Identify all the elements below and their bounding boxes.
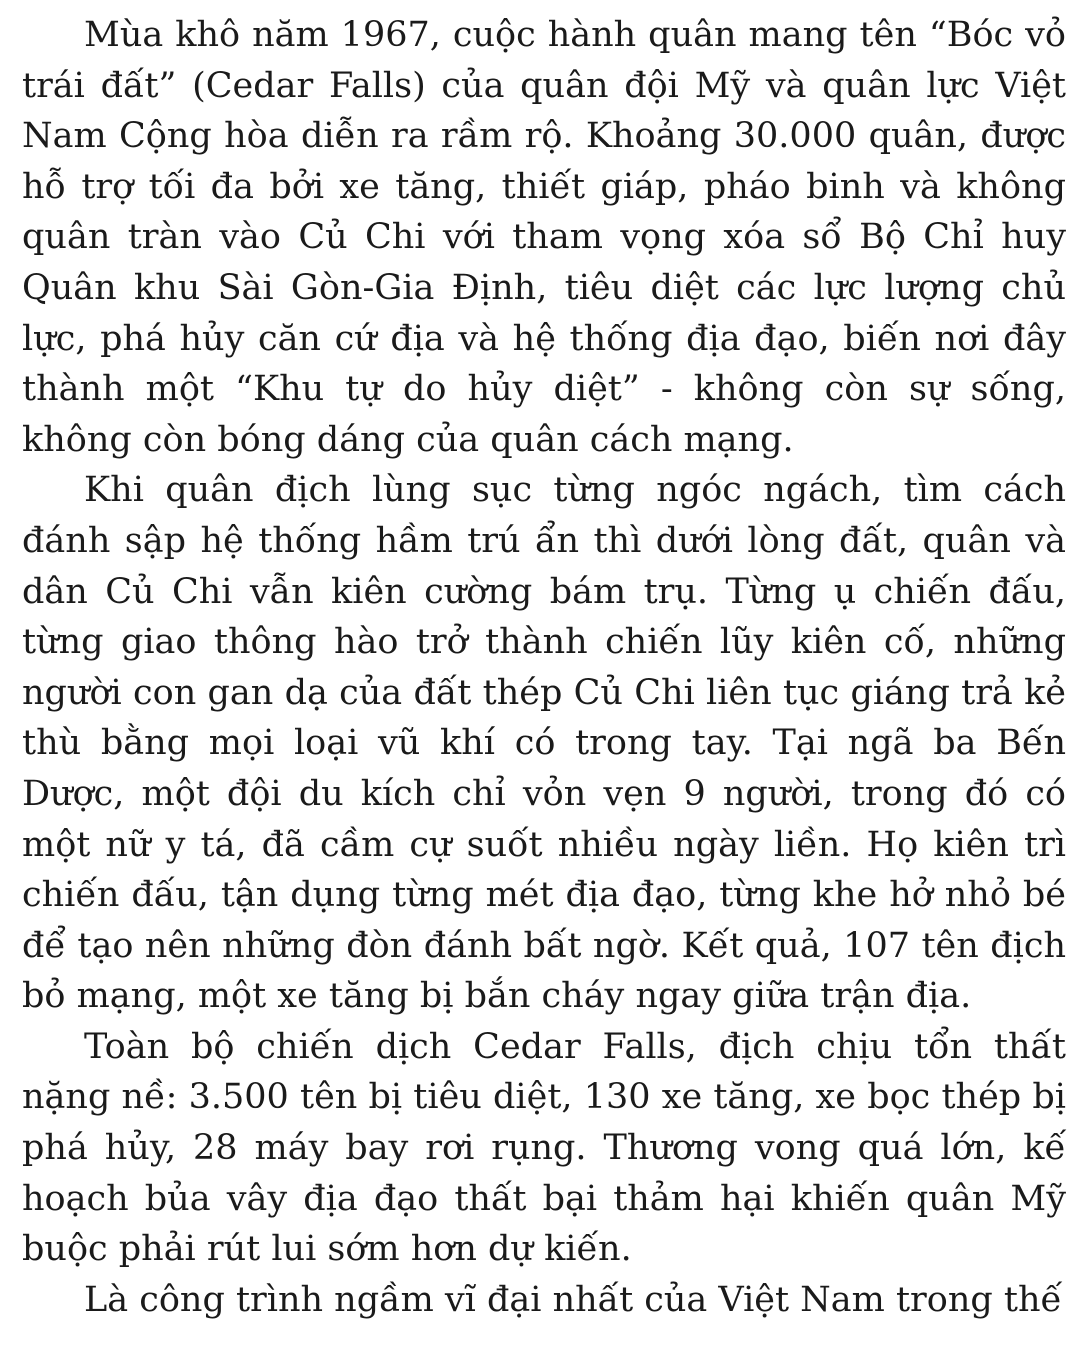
paragraph-resistance: Khi quân địch lùng sục từng ngóc ngách, tìm cách đánh sập hệ thống hầm trú ẩn thì dưới lòng đất, quân và dân Củ Chi vẫn kiên cường bám trụ. Từng ụ chiến đấu, từng giao thông hào trở thành chiến lũy kiên cố, những người con gan dạ của đất thép Củ Chi liên tục giáng trả kẻ thù bằng mọi loại vũ khí có trong tay. Tại ngã ba Bến Dược, một đội du kích chỉ vỏn vẹn 9 người, trong đó có một nữ y tá, đã cầm cự suốt nhiều ngày liền. Họ kiên trì chiến đấu, tận dụng từng mét địa đạo, từng khe hở nhỏ bé để tạo nên những đòn đánh bất ngờ. Kết quả, 107 tên địch bỏ mạng, một xe tăng bị bắn cháy ngay giữa trận địa. (22, 470, 1066, 1017)
paragraph-tunnel-intro: Là công trình ngầm vĩ đại nhất của Việt Nam trong thế (84, 1279, 1063, 1320)
paragraph-cedar-falls-operation: Mùa khô năm 1967, cuộc hành quân mang tên “Bóc vỏ trái đất” (Cedar Falls) của quân đội Mỹ và quân lực Việt Nam Cộng hòa diễn ra rầm rộ. Khoảng 30.000 quân, được hỗ trợ tối đa bởi xe tăng, thiết giáp, pháo binh và không quân tràn vào Củ Chi với tham vọng xóa sổ Bộ Chỉ huy Quân khu Sài Gòn-Gia Định, tiêu diệt các lực lượng chủ lực, phá hủy căn cứ địa và hệ thống địa đạo, biến nơi đây thành một “Khu tự do hủy diệt” - không còn sự sống, không còn bóng dáng của quân cách mạng. (22, 15, 1066, 460)
paragraph-enemy-losses: Toàn bộ chiến dịch Cedar Falls, địch chịu tổn thất nặng nề: 3.500 tên bị tiêu diệt, 130 xe tăng, xe bọc thép bị phá hủy, 28 máy bay rơi rụng. Thương vong quá lớn, kế hoạch bủa vây địa đạo thất bại thảm hại khiến quân Mỹ buộc phải rút lui sớm hơn dự kiến. (22, 1026, 1066, 1270)
